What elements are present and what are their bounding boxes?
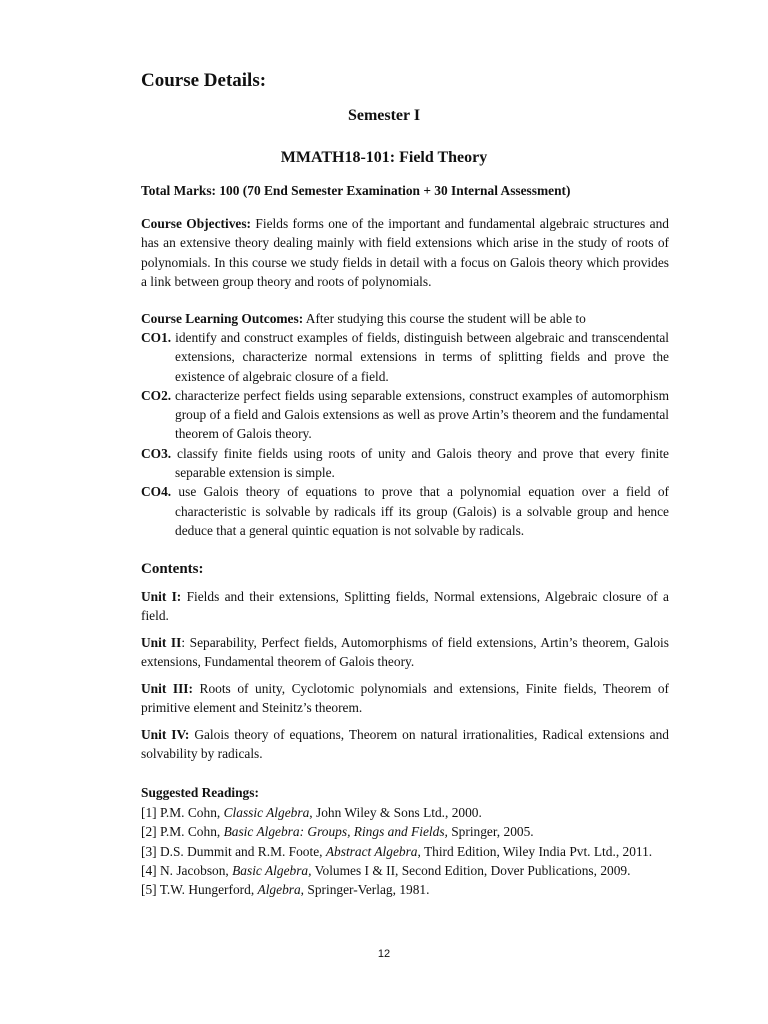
- unit-label: Unit IV:: [141, 727, 190, 742]
- outcome-text: use Galois theory of equations to prove that a polynomial equation over a field of characteristic is solvable by radicals iff its group (Galois) is a solvable group and hence deduce that a general quintic equation is not solvable by radicals.: [175, 484, 669, 538]
- unit-item: [141, 725, 669, 764]
- unit-label: Unit I:: [141, 589, 182, 604]
- outcomes-list: [141, 328, 669, 540]
- reading-details: , Springer-Verlag, 1981.: [300, 882, 430, 898]
- unit-item: [141, 679, 669, 718]
- outcome-text: characterize perfect fields using separable extensions, construct examples of automorphism group of a field and Galois extensions as well as prove Artin’s theorem and the fundamental theorem of Galois theory.: [175, 387, 669, 442]
- reading-author: [5] T.W. Hungerford,: [141, 882, 258, 898]
- reading-item: [141, 803, 669, 822]
- outcomes-label: Course Learning Outcomes:: [141, 311, 304, 326]
- reading-author: [4] N. Jacobson,: [141, 862, 233, 878]
- unit-text: Roots of unity, Cyclotomic polynomials and extensions, Finite fields, Theorem of primitive element and Steinitz’s theorem.: [141, 681, 669, 716]
- unit-label: Unit III:: [141, 681, 193, 696]
- outcome-label: CO4.: [141, 484, 172, 500]
- outcomes-intro: After studying this course the student will be able to: [305, 311, 586, 326]
- page-number: 12: [377, 948, 391, 960]
- reading-author: [2] P.M. Cohn,: [141, 824, 224, 840]
- readings-heading: Suggested Readings:: [141, 785, 259, 800]
- outcome-item: [141, 386, 669, 444]
- reading-details: , John Wiley & Sons Ltd., 2000.: [309, 805, 482, 820]
- reading-item: [141, 880, 669, 899]
- unit-label: Unit II: [141, 635, 182, 650]
- unit-text: Fields and their extensions, Splitting fields, Normal extensions, Algebraic closure of a field.: [141, 589, 669, 624]
- reading-details: Volumes I & II, Second Edition, Dover Publications, 2009.: [311, 862, 631, 878]
- reading-item: [141, 822, 669, 841]
- outcome-text: identify and construct examples of fields, distinguish between algebraic and transcendental extensions, characterize normal extensions in terms of splitting fields and prove the existence of algebraic closure of a field.: [175, 330, 670, 384]
- course-outcomes-intro: [141, 309, 669, 328]
- reading-title: Algebra: [257, 882, 301, 898]
- reading-author: [1] P.M. Cohn,: [141, 805, 224, 820]
- objectives-text: Fields forms one of the important and fundamental algebraic structures and has an extensive theory dealing mainly with field extensions which arise in the study of roots of polynomials. In this course we study fields in detail with a focus on Galois theory which provides a link between group theory and roots of polynomials.: [141, 216, 669, 289]
- reading-title: Abstract Algebra: [325, 843, 418, 859]
- outcome-label: CO2.: [141, 387, 172, 403]
- reading-item: [141, 842, 669, 861]
- unit-text: : Separability, Perfect fields, Automorphisms of field extensions, Artin’s theorem, Galois extensions, Fundamental theorem of Galois theory.: [141, 635, 669, 670]
- course-title: MMATH18-101: Field Theory: [280, 149, 488, 166]
- unit-item: [141, 633, 669, 672]
- contents-heading: Contents:: [141, 561, 204, 577]
- reading-item: [141, 861, 669, 880]
- section-heading: Course Details:: [141, 70, 267, 91]
- unit-item: [141, 587, 669, 626]
- reading-details: Springer, 2005.: [447, 824, 534, 840]
- objectives-label: Course Objectives:: [141, 216, 252, 231]
- readings-list: [141, 803, 669, 899]
- outcome-label: CO1.: [141, 330, 172, 345]
- reading-title: Basic Algebra: Groups, Rings and Fields,: [223, 824, 448, 840]
- outcome-item: [141, 482, 669, 540]
- total-marks: Total Marks: 100 (70 End Semester Examination + 30 Internal Assessment): [141, 183, 571, 198]
- outcome-item: [141, 328, 669, 386]
- outcome-label: CO3.: [141, 445, 172, 461]
- semester-title: Semester I: [347, 107, 421, 124]
- reading-title: Classic Algebra: [223, 805, 310, 820]
- reading-details: , Third Edition, Wiley India Pvt. Ltd., 2011.: [417, 843, 653, 859]
- unit-text: Galois theory of equations, Theorem on natural irrationalities, Radical extensions and solvability by radicals.: [141, 727, 669, 762]
- reading-author: [3] D.S. Dummit and R.M. Foote,: [141, 843, 326, 859]
- reading-title: Basic Algebra,: [232, 862, 312, 878]
- course-objectives: [141, 214, 669, 291]
- outcome-text: classify finite fields using roots of unity and Galois theory and prove that every finite separable extension is simple.: [175, 445, 669, 481]
- outcome-item: [141, 444, 669, 483]
